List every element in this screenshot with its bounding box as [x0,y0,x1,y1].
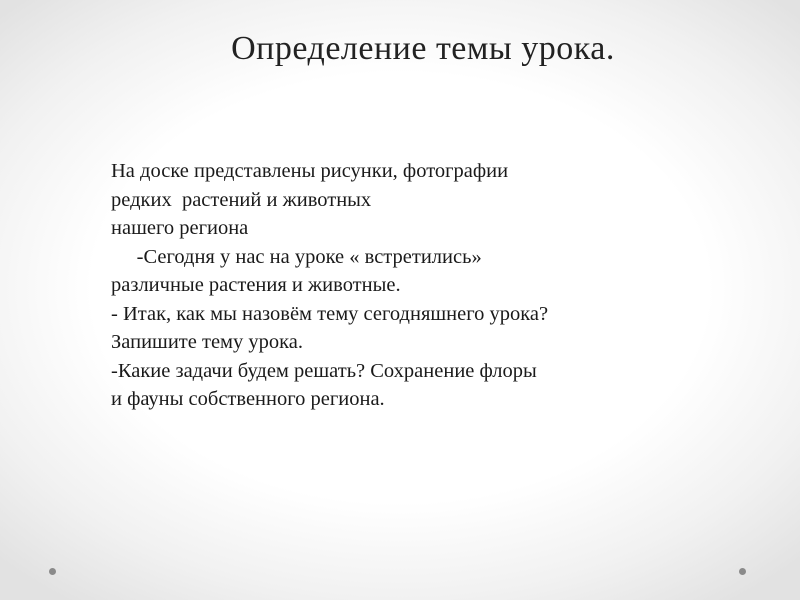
body-line: редких растений и животных [111,188,372,211]
slide-body-text [111,157,731,414]
body-line: различные растения и животные. [111,274,401,296]
body-line: и фауны собственного региона. [111,388,385,410]
body-line: На доске представлены рисунки, фотографии [111,160,509,182]
decorative-dot-icon [739,568,746,575]
body-line: -Какие задачи будем решать? Сохранение флоры [111,359,537,382]
body-line: Запишите тему урока. [111,331,304,353]
decorative-dot-icon [49,568,56,575]
body-line: -Сегодня у нас на уроке « встретились» [111,245,482,268]
body-line: - Итак, как мы назовём тему сегодняшнего урока? [111,302,549,325]
slide-title: Определение темы урока. [231,30,615,67]
body-line: нашего региона [111,217,249,239]
